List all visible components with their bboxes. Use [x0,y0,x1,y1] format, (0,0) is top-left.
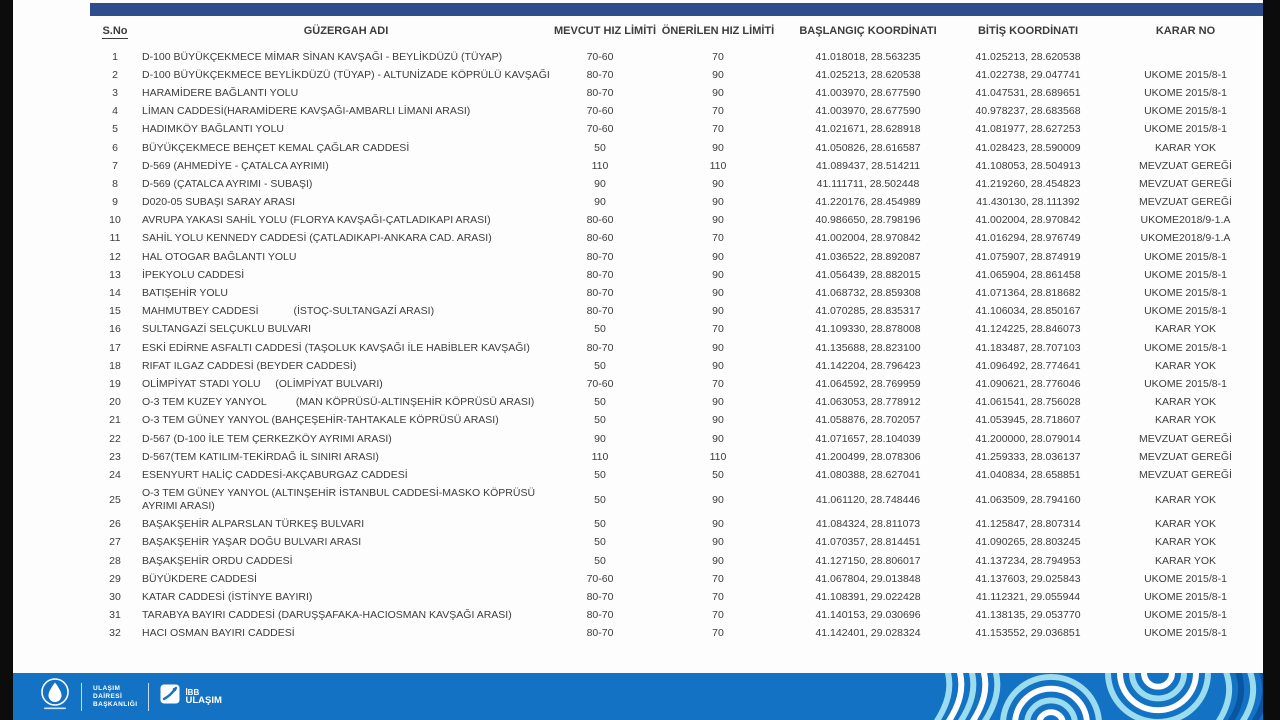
cell-start-coordinate: 41.002004, 28.970842 [815,232,921,245]
cell-route-name: D-569 (AHMEDİYE - ÇATALCA AYRIMI) [142,159,329,172]
cell-current-speed-limit: 70-60 [586,105,614,118]
cell-start-coordinate: 41.070357, 28.814451 [815,536,921,549]
cell-start-coordinate: 41.127150, 28.806017 [815,554,921,567]
cell-start-coordinate: 41.109330, 28.878008 [815,323,921,336]
cell-proposed-speed-limit: 110 [709,450,727,463]
table-row [90,84,1263,102]
cell-end-coordinate: 41.063509, 28.794160 [975,493,1081,506]
cell-start-coordinate: 41.135688, 28.823100 [815,341,921,354]
table-row [90,412,1263,430]
cell-end-coordinate: 41.053945, 28.718607 [975,414,1081,427]
brand-bottom-label: ULAŞIM [185,694,222,706]
cell-current-speed-limit: 110 [591,159,609,172]
table-row [90,625,1263,643]
document-page [13,0,1263,673]
table-row [90,339,1263,357]
table-row [90,588,1263,606]
cell-route-name: BAŞAKŞEHİR ALPARSLAN TÜRKEŞ BULVARI [142,518,365,531]
cell-start-coordinate: 41.025213, 28.620538 [815,68,921,81]
cell-current-speed-limit: 50 [594,468,606,481]
cell-end-coordinate: 41.065904, 28.861458 [975,268,1081,281]
cell-decision-no [1108,48,1263,66]
cell-start-coordinate: 41.067804, 29.013848 [815,572,921,585]
cell-current-speed-limit: 80-70 [586,287,614,300]
cell-route-name: MAHMUTBEY CADDESİ (İSTOÇ-SULTANGAZİ ARASI) [142,305,435,318]
cell-serial-number: 17 [109,341,121,354]
footer-separator [81,683,82,711]
cell-end-coordinate: 41.022738, 29.047741 [975,68,1081,81]
cell-decision-no: MEVZUAT GEREĞİ [1139,159,1232,172]
cell-route-name: BAŞAKŞEHİR ORDU CADDESİ [142,554,293,567]
cell-decision-no: UKOME 2015/8-1 [1144,305,1227,318]
table-row [90,284,1263,302]
cell-serial-number: 24 [109,468,121,481]
table-row [90,552,1263,570]
department-line-3: BAŞKANLIĞI [93,700,138,708]
cell-decision-no: UKOME 2015/8-1 [1144,341,1227,354]
cell-current-speed-limit: 80-60 [586,214,614,227]
cell-serial-number: 11 [109,232,121,245]
cell-current-speed-limit: 70-60 [586,377,614,390]
cell-start-coordinate: 41.142204, 28.796423 [815,359,921,372]
cell-decision-no: UKOME 2015/8-1 [1144,86,1227,99]
cell-serial-number: 6 [112,141,118,154]
cell-decision-no: KARAR YOK [1154,518,1217,531]
cell-proposed-speed-limit: 70 [712,627,724,640]
cell-route-name: SAHİL YOLU KENNEDY CADDESİ (ÇATLADIKAPI-ANKARA CAD. ARASI) [142,232,492,245]
cell-end-coordinate: 41.183487, 28.707103 [975,341,1081,354]
department-line-1: ULAŞIM [93,684,121,692]
cell-end-coordinate: 40.978237, 28.683568 [975,105,1081,118]
cell-route-name: ESENYURT HALİÇ CADDESİ-AKÇABURGAZ CADDESİ [142,468,408,481]
table-row [90,516,1263,534]
cell-proposed-speed-limit: 70 [712,123,724,136]
cell-serial-number: 19 [109,377,121,390]
cell-end-coordinate: 41.075907, 28.874919 [975,250,1081,263]
header-decision-no: KARAR NO [1155,25,1216,37]
cell-end-coordinate: 41.137234, 28.794953 [975,554,1081,567]
cell-current-speed-limit: 80-60 [586,232,614,245]
cell-end-coordinate: 41.047531, 28.689651 [975,86,1081,99]
cell-current-speed-limit: 80-70 [586,68,614,81]
cell-start-coordinate: 41.056439, 28.882015 [815,268,921,281]
cell-route-name: AVRUPA YAKASI SAHİL YOLU (FLORYA KAVŞAĞI-ÇATLADIKAPI ARASI) [142,214,491,227]
cell-start-coordinate: 41.084324, 28.811073 [815,518,921,531]
cell-current-speed-limit: 50 [594,359,606,372]
cell-current-speed-limit: 50 [594,518,606,531]
cell-end-coordinate: 41.096492, 28.774641 [975,359,1081,372]
department-label [93,685,137,709]
cell-serial-number: 4 [112,105,118,118]
cell-proposed-speed-limit: 90 [712,141,724,154]
footer-separator [148,683,149,711]
cell-end-coordinate: 41.081977, 28.627253 [975,123,1081,136]
cell-current-speed-limit: 50 [594,323,606,336]
cell-proposed-speed-limit: 70 [712,232,724,245]
cell-current-speed-limit: 70-60 [586,50,614,63]
cell-end-coordinate: 41.061541, 28.756028 [975,396,1081,409]
cell-end-coordinate: 41.112321, 29.055944 [975,591,1081,604]
cell-start-coordinate: 41.050826, 28.616587 [815,141,921,154]
cell-current-speed-limit: 80-70 [586,250,614,263]
cell-proposed-speed-limit: 70 [712,377,724,390]
cell-serial-number: 22 [109,432,121,445]
cell-route-name: HADIMKÖY BAĞLANTI YOLU [142,123,284,136]
cell-decision-no: KARAR YOK [1154,554,1217,567]
cell-end-coordinate: 41.106034, 28.850167 [975,305,1081,318]
cell-start-coordinate: 41.111711, 28.502448 [816,177,920,190]
cell-route-name: HAL OTOGAR BAĞLANTI YOLU [142,250,297,263]
cell-route-name: BÜYÜKÇEKMECE BEHÇET KEMAL ÇAĞLAR CADDESİ [142,141,410,154]
cell-start-coordinate: 41.220176, 28.454989 [815,196,921,209]
cell-serial-number: 26 [109,518,121,531]
table-row [90,357,1263,375]
table-row [90,121,1263,139]
table-row [90,303,1263,321]
cell-end-coordinate: 41.002004, 28.970842 [975,214,1081,227]
table-row [90,485,1263,516]
table-row [90,157,1263,175]
cell-decision-no: KARAR YOK [1154,536,1217,549]
cell-proposed-speed-limit: 110 [709,159,727,172]
table-row [90,430,1263,448]
cell-end-coordinate: 41.124225, 28.846073 [975,323,1081,336]
cell-start-coordinate: 41.089437, 28.514211 [815,159,921,172]
cell-decision-no: KARAR YOK [1154,414,1217,427]
cell-decision-no: KARAR YOK [1154,323,1217,336]
cell-start-coordinate: 41.068732, 28.859308 [815,287,921,300]
cell-route-name: RIFAT ILGAZ CADDESİ (BEYDER CADDESİ) [142,359,357,372]
cell-route-name: O-3 TEM GÜNEY YANYOL (ALTINŞEHİR İSTANBUL CADDESİ-MASKO KÖPRÜSÜ AYRIMI ARASI) [142,487,536,513]
cell-decision-no: UKOME 2015/8-1 [1144,250,1227,263]
cell-decision-no: UKOME 2015/8-1 [1144,123,1227,136]
header-end-coordinate: BİTİŞ KOORDİNATI [977,25,1078,37]
table-top-accent-bar [90,3,1263,16]
ibb-droplet-logo-icon [40,677,70,716]
table-row [90,394,1263,412]
cell-decision-no: MEVZUAT GEREĞİ [1139,450,1232,463]
cell-end-coordinate: 41.137603, 29.025843 [975,572,1081,585]
department-line-2: DAİRESİ [93,692,123,700]
cell-start-coordinate: 41.061120, 28.748446 [815,493,921,506]
cell-end-coordinate: 41.125847, 28.807314 [975,518,1081,531]
cell-route-name: D-567(TEM KATILIM-TEKİRDAĞ İL SINIRI ARASI) [142,450,379,463]
cell-proposed-speed-limit: 70 [712,591,724,604]
cell-start-coordinate: 41.200499, 28.078306 [815,450,921,463]
cell-proposed-speed-limit: 90 [712,68,724,81]
cell-decision-no: KARAR YOK [1154,141,1217,154]
cell-current-speed-limit: 50 [594,554,606,567]
cell-start-coordinate: 41.142401, 29.028324 [815,627,921,640]
cell-start-coordinate: 41.071657, 28.104039 [815,432,921,445]
right-black-strip [1263,0,1280,720]
cell-route-name: D020-05 SUBAŞI SARAY ARASI [142,196,296,209]
header-proposed-speed-limit: ÖNERİLEN HIZ LİMİTİ [661,25,775,37]
cell-start-coordinate: 41.070285, 28.835317 [815,305,921,318]
cell-current-speed-limit: 90 [594,196,606,209]
cell-end-coordinate: 41.108053, 28.504913 [975,159,1081,172]
cell-current-speed-limit: 80-70 [586,305,614,318]
cell-proposed-speed-limit: 90 [712,177,724,190]
cell-current-speed-limit: 80-70 [586,609,614,622]
cell-serial-number: 7 [112,159,118,172]
cell-route-name: BATIŞEHİR YOLU [142,287,228,300]
cell-route-name: O-3 TEM KUZEY YANYOL (MAN KÖPRÜSÜ-ALTINŞEHİR KÖPRÜSÜ ARASI) [142,396,535,409]
cell-decision-no: UKOME 2015/8-1 [1144,68,1227,81]
cell-end-coordinate: 41.430130, 28.111392 [976,196,1080,209]
table-row [90,570,1263,588]
header-route-name: GÜZERGAH ADI [303,25,389,37]
cell-proposed-speed-limit: 70 [712,323,724,336]
table-row [90,194,1263,212]
ibb-ulasim-logo-icon [160,684,180,709]
cell-serial-number: 12 [109,250,121,263]
cell-current-speed-limit: 80-70 [586,591,614,604]
cell-serial-number: 8 [112,177,118,190]
brand-top-label: İBB [185,687,200,697]
cell-decision-no: UKOME 2015/8-1 [1144,572,1227,585]
cell-decision-no: MEVZUAT GEREĞİ [1139,432,1232,445]
cell-serial-number: 16 [109,323,121,336]
cell-proposed-speed-limit: 90 [712,536,724,549]
cell-route-name: BÜYÜKDERE CADDESİ [142,572,257,585]
cell-end-coordinate: 41.025213, 28.620538 [975,50,1081,63]
cell-route-name: HARAMİDERE BAĞLANTI YOLU [142,86,299,99]
cell-route-name: D-567 (D-100 İLE TEM ÇERKEZKÖY AYRIMI ARASI) [142,432,392,445]
table-row [90,248,1263,266]
cell-proposed-speed-limit: 90 [712,287,724,300]
cell-proposed-speed-limit: 90 [712,432,724,445]
cell-serial-number: 1 [112,50,118,63]
cell-decision-no: KARAR YOK [1154,359,1217,372]
table-row [90,48,1263,66]
cell-serial-number: 14 [109,287,121,300]
cell-start-coordinate: 41.003970, 28.677590 [815,86,921,99]
cell-serial-number: 9 [112,196,118,209]
cell-current-speed-limit: 50 [594,493,606,506]
table-row [90,448,1263,466]
cell-start-coordinate: 41.064592, 28.769959 [815,377,921,390]
cell-proposed-speed-limit: 50 [712,468,724,481]
cell-decision-no: MEVZUAT GEREĞİ [1139,177,1232,190]
cell-route-name: TARABYA BAYIRI CADDESİ (DARUŞŞAFAKA-HACIOSMAN KAVŞAĞI ARASI) [142,609,512,622]
cell-start-coordinate: 41.080388, 28.627041 [815,468,921,481]
cell-proposed-speed-limit: 90 [712,305,724,318]
cell-decision-no: KARAR YOK [1154,493,1217,506]
cell-proposed-speed-limit: 90 [712,268,724,281]
cell-end-coordinate: 41.040834, 28.658851 [975,468,1081,481]
cell-proposed-speed-limit: 70 [712,609,724,622]
header-current-speed-limit: MEVCUT HIZ LİMİTİ [554,25,657,37]
cell-decision-no: MEVZUAT GEREĞİ [1139,468,1232,481]
cell-start-coordinate: 41.058876, 28.702057 [815,414,921,427]
cell-serial-number: 10 [109,214,121,227]
cell-serial-number: 32 [109,627,121,640]
cell-current-speed-limit: 110 [591,450,609,463]
table-row [90,230,1263,248]
cell-route-name: OLİMPİYAT STADI YOLU (OLİMPİYAT BULVARI) [142,377,383,390]
cell-proposed-speed-limit: 90 [712,86,724,99]
cell-route-name: LİMAN CADDESİ(HARAMİDERE KAVŞAĞI-AMBARLI LİMANI ARASI) [142,105,471,118]
cell-current-speed-limit: 80-70 [586,341,614,354]
cell-start-coordinate: 41.063053, 28.778912 [815,396,921,409]
cell-serial-number: 28 [109,554,121,567]
table-row [90,139,1263,157]
table-row [90,466,1263,484]
cell-route-name: SULTANGAZİ SELÇUKLU BULVARI [142,323,312,336]
cell-proposed-speed-limit: 90 [712,359,724,372]
cell-serial-number: 13 [109,268,121,281]
cell-current-speed-limit: 70-60 [586,123,614,136]
cell-start-coordinate: 41.003970, 28.677590 [815,105,921,118]
cell-route-name: KATAR CADDESİ (İSTİNYE BAYIRI) [142,591,313,604]
cell-serial-number: 21 [109,414,121,427]
cell-proposed-speed-limit: 90 [712,493,724,506]
cell-proposed-speed-limit: 90 [712,396,724,409]
cell-serial-number: 31 [109,609,121,622]
cell-proposed-speed-limit: 70 [712,105,724,118]
cell-proposed-speed-limit: 90 [712,414,724,427]
cell-proposed-speed-limit: 90 [712,518,724,531]
cell-route-name: O-3 TEM GÜNEY YANYOL (BAHÇEŞEHİR-TAHTAKALE KÖPRÜSÜ ARASI) [142,414,499,427]
route-table-body [90,48,1263,643]
cell-start-coordinate: 41.021671, 28.628918 [815,123,921,136]
cell-serial-number: 30 [109,591,121,604]
cell-end-coordinate: 41.016294, 28.976749 [975,232,1081,245]
cell-end-coordinate: 41.090265, 28.803245 [975,536,1081,549]
cell-end-coordinate: 41.071364, 28.818682 [975,287,1081,300]
table-row [90,103,1263,121]
cell-current-speed-limit: 80-70 [586,268,614,281]
cell-end-coordinate: 41.259333, 28.036137 [975,450,1081,463]
cell-serial-number: 20 [109,396,121,409]
cell-end-coordinate: 41.138135, 29.053770 [975,609,1081,622]
cell-current-speed-limit: 80-70 [586,627,614,640]
cell-end-coordinate: 41.153552, 29.036851 [975,627,1081,640]
table-row [90,321,1263,339]
cell-serial-number: 3 [112,86,118,99]
header-start-coordinate: BAŞLANGIÇ KOORDİNATI [799,25,937,37]
cell-start-coordinate: 40.986650, 28.798196 [815,214,921,227]
cell-proposed-speed-limit: 90 [712,341,724,354]
cell-serial-number: 23 [109,450,121,463]
cell-proposed-speed-limit: 90 [712,214,724,227]
cell-decision-no: UKOME 2015/8-1 [1144,105,1227,118]
cell-serial-number: 5 [112,123,118,136]
cell-start-coordinate: 41.140153, 29.030696 [815,609,921,622]
table-row [90,375,1263,393]
cell-route-name: HACI OSMAN BAYIRI CADDESİ [142,627,295,640]
cell-current-speed-limit: 50 [594,536,606,549]
header-serial-number: S.No [102,25,128,37]
cell-serial-number: 27 [109,536,121,549]
table-header-row [90,16,1263,48]
cell-current-speed-limit: 90 [594,177,606,190]
cell-route-name: ESKİ EDİRNE ASFALTI CADDESİ (TAŞOLUK KAVŞAĞI İLE HABİBLER KAVŞAĞI) [142,341,530,354]
cell-decision-no: UKOME2018/9-1.A [1140,214,1231,227]
cell-proposed-speed-limit: 90 [712,196,724,209]
cell-decision-no: UKOME 2015/8-1 [1144,591,1227,604]
cell-proposed-speed-limit: 90 [712,250,724,263]
cell-decision-no: UKOME 2015/8-1 [1144,287,1227,300]
cell-decision-no: UKOME 2015/8-1 [1144,268,1227,281]
cell-start-coordinate: 41.036522, 28.892087 [815,250,921,263]
cell-proposed-speed-limit: 70 [712,50,724,63]
ibb-ulasim-logo [160,684,221,709]
cell-current-speed-limit: 90 [594,432,606,445]
cell-decision-no: UKOME 2015/8-1 [1144,609,1227,622]
route-speed-limit-table [90,16,1263,643]
table-row [90,266,1263,284]
fingerprint-pattern [933,673,1263,720]
cell-current-speed-limit: 50 [594,396,606,409]
cell-serial-number: 18 [109,359,121,372]
cell-start-coordinate: 41.018018, 28.563235 [815,50,921,63]
cell-current-speed-limit: 50 [594,414,606,427]
cell-serial-number: 29 [109,572,121,585]
cell-serial-number: 25 [109,493,121,506]
cell-decision-no: UKOME 2015/8-1 [1144,627,1227,640]
cell-current-speed-limit: 70-60 [586,572,614,585]
cell-route-name: D-569 (ÇATALCA AYRIMI - SUBAŞI) [142,177,313,190]
cell-current-speed-limit: 50 [594,141,606,154]
cell-end-coordinate: 41.200000, 28.079014 [975,432,1081,445]
cell-proposed-speed-limit: 70 [712,572,724,585]
cell-decision-no: UKOME 2015/8-1 [1144,377,1227,390]
cell-end-coordinate: 41.219260, 28.454823 [975,177,1081,190]
cell-current-speed-limit: 80-70 [586,86,614,99]
cell-decision-no: MEVZUAT GEREĞİ [1139,196,1232,209]
table-row [90,66,1263,84]
cell-start-coordinate: 41.108391, 29.022428 [815,591,921,604]
cell-proposed-speed-limit: 90 [712,554,724,567]
cell-end-coordinate: 41.028423, 28.590009 [975,141,1081,154]
cell-route-name: D-100 BÜYÜKÇEKMECE BEYLİKDÜZÜ (TÜYAP) - ALTUNİZADE KÖPRÜLÜ KAVŞAĞI [142,68,550,81]
cell-decision-no: KARAR YOK [1154,396,1217,409]
cell-serial-number: 2 [112,68,118,81]
table-row [90,534,1263,552]
table-row [90,175,1263,193]
left-black-strip [0,0,13,720]
cell-end-coordinate: 41.090621, 28.776046 [975,377,1081,390]
table-row [90,607,1263,625]
table-row [90,212,1263,230]
cell-route-name: BAŞAKŞEHİR YAŞAR DOĞU BULVARI ARASI [142,536,362,549]
cell-route-name: İPEKYOLU CADDESİ [142,268,245,281]
cell-serial-number: 15 [109,305,121,318]
footer-bar [13,673,1263,720]
cell-decision-no: UKOME2018/9-1.A [1140,232,1231,245]
cell-route-name: D-100 BÜYÜKÇEKMECE MİMAR SİNAN KAVŞAĞI - BEYLİKDÜZÜ (TÜYAP) [142,50,503,63]
